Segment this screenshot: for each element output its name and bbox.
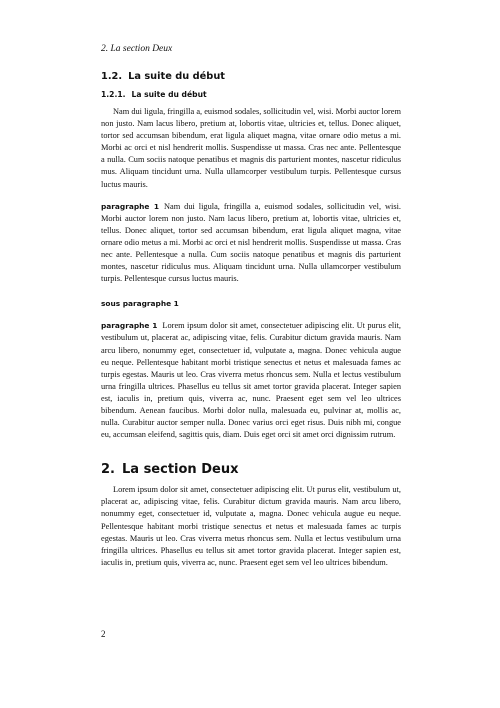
section-title: La suite du début (128, 71, 225, 82)
subparagraph-heading: sous paragraphe 1 (101, 299, 179, 309)
chapter-paragraph: Lorem ipsum dolor sit amet, consectetuer adipiscing elit. Ut purus elit, vestibulum ut, placerat ac, adipiscing vitae, felis. Curabitur dictum gravida mauris. Nam arcu libero, nonummy eget, consectetuer id, vulputate a, magna. Donec vehicula augue eu neque. Pellentesque habitant morbi tristique senectus et netus et malesuada fames ac turpis egestas. Mauris ut leo. Cras viverra metus rhoncus sem. Nulla et lectus vestibulum urna fringilla ultrices. Phasellus eu tellus sit amet tortor gravida placerat. Integer sapien est, iaculis in, pretium quis, viverra ac, nunc. Praesent eget sem vel leo ultrices bibendum. (101, 485, 401, 567)
section-heading-1-2 (101, 70, 401, 84)
chapter-heading (101, 461, 401, 479)
paragraph-label: paragraphe 1 (101, 321, 158, 331)
paragraphe-block-2 (101, 320, 401, 441)
subsection-number: 1.2.1. (101, 90, 126, 99)
running-header: 2. La section Deux (101, 44, 173, 54)
page-number: 2 (101, 629, 106, 639)
paragraphe-block-1 (101, 201, 401, 286)
section-number: 1.2. (101, 71, 123, 82)
paragraph-label: paragraphe 1 (101, 201, 159, 211)
paragraph-text: Nam dui ligula, fringilla a, euismod sodales, sollicitudin vel, wisi. Morbi auctor lorem non justo. Nam lacus libero, pretium at, lobortis vitae, ultricies et, tellus. Donec aliquet, tortor sed accumsan bibendum, erat ligula aliquet magna, vitae ornare odio metus a mi. Morbi ac orci et nisl hendrerit mollis. Suspendisse ut massa. Cras nec ante. Pellentesque a nulla. Cum sociis natoque penatibus et magnis dis parturient montes, nascetur ridiculus mus. Aliquam tincidunt urna. Nulla ullamcorper vestibulum turpis. Pellentesque cursus luctus mauris. (101, 201, 401, 284)
chapter-title: La section Deux (121, 462, 239, 478)
intro-paragraph: Nam dui ligula, fringilla a, euismod sodales, sollicitudin vel, wisi. Morbi auctor lorem non justo. Nam lacus libero, pretium at, lobortis vitae, ultricies et, tellus. Donec aliquet, tortor sed accumsan bibendum, erat ligula aliquet magna, vitae ornare odio metus a mi. Morbi ac orci et nisl hendrerit mollis. Suspendisse ut massa. Cras nec ante. Pellentesque a nulla. Cum sociis natoque penatibus et magnis dis parturient montes, nascetur ridiculus mus. Aliquam tincidunt urna. Nulla ullamcorper vestibulum turpis. Pellentesque cursus luctus mauris. (101, 107, 401, 189)
subsection-heading-1-2-1 (101, 89, 401, 101)
chapter-number: 2. (101, 462, 115, 478)
subsection-title: La suite du début (131, 90, 207, 99)
page-body (101, 70, 401, 569)
paragraph-text: Lorem ipsum dolor sit amet, consectetuer adipiscing elit. Ut purus elit, vestibulum ut, placerat ac, adipiscing vitae, felis. Curabitur dictum gravida mauris. Nam arcu libero, nonummy eget, consectetuer id, vulputate a, magna. Donec vehicula augue eu neque. Pellentesque habitant morbi tristique senectus et netus et malesuada fames ac turpis egestas. Mauris ut leo. Cras viverra metus rhoncus sem. Nulla et lectus vestibulum urna fringilla ultrices. Phasellus eu tellus sit amet tortor gravida placerat. Integer sapien est, iaculis in, pretium quis, viverra ac, nunc. Praesent eget sem vel leo ultrices bibendum. Aenean faucibus. Morbi dolor nulla, malesuada eu, pulvinar at, mollis ac, nulla. Curabitur auctor semper nulla. Donec varius orci eget risus. Duis nibh mi, congue eu, accumsan eleifend, sagittis quis, diam. Duis eget orci sit amet orci dignissim rutrum. (101, 321, 401, 440)
